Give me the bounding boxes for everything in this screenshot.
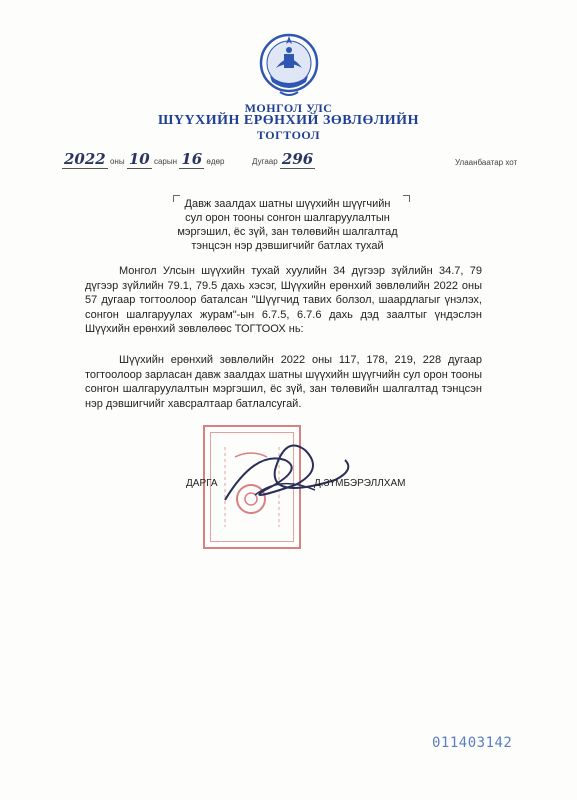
number-label: Дугаар [252,157,278,166]
date-month: 10 [128,150,150,168]
signatory-role: ДАРГА [186,478,218,489]
paragraph-1-text: Монгол Улсын шүүхийн тухай хуулийн 34 дүгээр зүйлийн 34.7, 79 дүгээр зүйлийн 79.1, 79.5 дахь хэсэг, Шүүхийн ерөнхий зөвлөлийн 2022 оны 57 дугаар тогтоолоор баталсан "Шүүгчид тавих болзол, шаардлагыг үнэлэх, сонгон шалгаруулах журам"-ын 6.7.5, 6.7.6 дахь дэд заалтыг үндэслэн Шүүхийн ерөнхий зөвлөлөөс ТОГТООХ нь: [85,265,482,335]
date-year: 2022 [64,150,106,168]
date-line [62,150,224,169]
state-emblem-icon [258,30,320,100]
date-day: 16 [181,150,203,168]
header-country: МОНГОЛ УЛС [244,101,333,115]
date-month-suffix: сарын [153,157,178,166]
title-line: сул орон тооны сонгон шалгаруулалтын [185,212,390,224]
body-paragraph-1 [85,264,482,337]
title-line: Давж заалдах шатны шүүхийн шүүгчийн [184,198,391,210]
date-year-suffix: оны [109,157,125,166]
number-line [252,150,315,169]
paragraph-2-text: Шүүхийн ерөнхий зөвлөлийн 2022 оны 117, 178, 219, 228 дугаар тогтоолоор зарласан давж заалдах шатны шүүхийн шүүгчийн сул орон тооны сонгон шалгаруулалтын мэргэшил, ёс зүй, зан төлөвийн шалгалтад тэнцсэн нэр дэвшигчийг хавсралтаар батлалсугай. [85,354,482,410]
title-line: тэнцсэн нэр дэвшигчийг батлах тухай [191,240,384,252]
document-number: 296 [281,150,314,168]
header-council: ШҮҮХИЙН ЕРӨНХИЙ ЗӨВЛӨЛИЙН [158,113,419,128]
title-line: мэргэшил, ёс зүй, зан төлөвийн шалгалтад [177,226,398,238]
signatory-name: Д.ЗҮМБЭРЭЛЛХАМ [314,478,406,489]
date-day-suffix: өдөр [206,157,225,166]
document-title [160,197,415,253]
header-doc-type: ТОГТООЛ [256,128,321,142]
body-paragraph-2 [85,353,482,411]
city-label: Улаанбаатар хот [455,158,518,167]
serial-number: 011403142 [432,735,513,751]
